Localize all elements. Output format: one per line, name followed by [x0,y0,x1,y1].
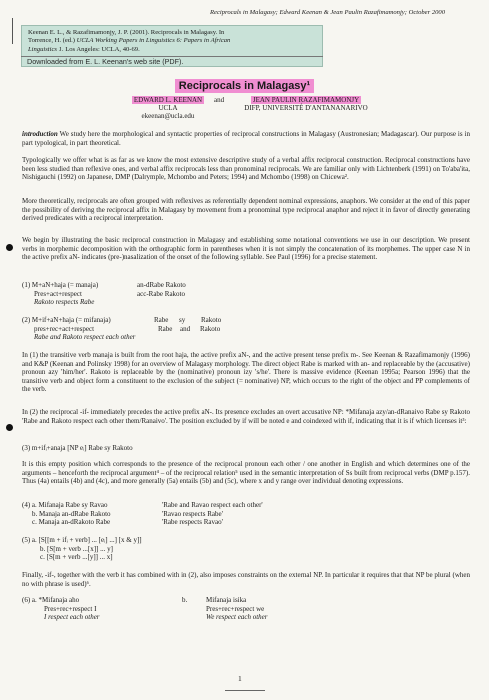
citation-line-3: Linguistics 1. Los Angeles: UCLA, 40-69. [28,45,140,53]
paragraph-empty-position: It is this empty position which corresponds to the presence of the reciprocal pronoun each other / one another in English and which determines one of the arguments – henceforth the reciprocal argument⁴ – of the reciprocal relation⁵ used in the semantic interpretation of Ss built from reciprocal verbs (DMP p.157). Thus (4a) entails (4b) and (4c), and more generally (5a) entails (5b) and (5c), where x and y range over individual denoting expressions. [22,460,470,486]
paragraph-transitive: In (1) the transitive verb manaja is built from the root haja, the active prefix aN-, and the active present tense prefix m-. See Keenan & Razafimamonjy (1996) and K&P (Keenan and Polinsky 1998) for an overview of Malagasy morphology. The direct object Rabe is marked with an- and replaceable by the (accusative) pronoun azy 'him/her'. Rakoto is replaceable by the (nominative) pronoun izy 's/he'. There is massive evidence (Keenan 1995a; Pearson 1996) that the transitive verb and object form a constituent to the exclusion of the subject (= nominative) NP, which occurs to the right of the object and PP complements of the verb. [22,351,470,394]
footer-rule [225,690,265,691]
author-right-name: JEAN PAULIN RAZAFIMAMONJY [252,96,360,104]
author-left-name: EDWARD L. KEENAN [133,96,203,104]
author-and: and [214,96,225,104]
author-left-email: ekeenan@ucla.edu [141,112,195,120]
margin-mark [12,18,13,44]
example-2: (2) M+if+aN+haja (= mifanaja) Rabe sy Rakoto pres+rec+act+respect Rabe and Rakoto Rabe and Rakoto respect each other [22,316,222,342]
citation-line-2: Torrence, H. (ed.) UCLA Working Papers in Linguistics 6: Papers in African [28,37,231,45]
margin-bullet [6,244,13,251]
example-6: (6) a. *Mifanaja aho b. Mifanaja isika Pres+rec+respect I Pres+rec+respect we I respect each other We respect each other [22,596,268,622]
paragraph-external-np: Finally, -if-, together with the verb it has combined with in (2), also imposes constraints on the external NP. In particular it requires that that NP be plural (when no with phrase is used)⁶. [22,571,470,588]
example-1: (1) M+aN+haja (= manaja) an-dRabe Rakoto Pres+act+respect acc-Rabe Rakoto Rakoto respects Rabe [22,281,186,307]
citation-line-1: Keenan E. L., & Razafimamonjy, J. P. (2001). Reciprocals in Malagasy. In [28,29,225,36]
paragraph-typology: Typologically we offer what is as far as we know the most extensive descriptive study of a verbal affix reciprocal construction. Reciprocal constructions have been less studied than reflexive ones, and verbal affix reciprocals less than pronominal reciprocals. We are familiar only with Lichtenberk (1991) on To'aba'ita, Nishigauchi (1992) on Japanese, DMP (Dalrymple, Mchombo and Peters; 1994) and Mchombo (1998) on Chicewa². [22,156,470,182]
margin-bullet [6,424,13,431]
author-right-affiliation: DIFP, UNIVERSITÉ D'ANTANANARIVO [244,104,368,112]
author-right [236,96,376,112]
paper-title: Reciprocals in Malagasy¹ [175,79,314,93]
author-left-affiliation: UCLA [158,104,178,112]
paragraph-conventions: We begin by illustrating the basic reciprocal construction in Malagasy and establishing some notational conventions we use in our description. We present verbs in morphemic decomposition with the orthographic form in parentheses when it is not simply the concatenation of its morphemes. The upper case N in the active prefix aN- indicates (pre-)nasalization of the onset of the following syllable. See Paul (1996) for a precise statement. [22,236,470,262]
example-3: (3) m+ifᵢ+anaja [NP eᵢ] Rabe sy Rakoto [22,444,133,452]
paragraph-intro: introduction We study here the morphological and syntactic properties of reciprocal constructions in Malagasy (Austronesian; Madagascar). Our purpose is in part typological, in part theoretical. [22,130,470,147]
paragraph-theory: More theoretically, reciprocals are often grouped with reflexives as referentially dependent nominal expressions, anaphors. We consider at the end of this paper the possibility of deriving the reciprocal affix in Malagasy by movement from a pronominal type reciprocal anaphor and reject it in favor of directly generating derived predicates with a reciprocal interpretation. [22,197,470,223]
page-number: 1 [238,674,242,683]
example-5: (5) a. [S[[m + ifᵢ + verb] ... [eᵢ] ...] [x & y]] b. [S[m + verb ...[x]] ... y] c. [S[m + verb ...[y]] ... x] [22,536,142,562]
title-block [0,76,489,94]
download-note: Downloaded from E. L. Keenan's web site (PDF). [21,56,323,66]
author-left [128,96,208,120]
example-4: (4) a. Mifanaja Rabe sy Ravao 'Rabe and Ravao respect each other' b. Manaja an-dRabe Rakoto 'Ravao respects Rabe' c. Manaja an-dRakoto Rabe 'Rabe respects Ravao' [22,501,263,527]
running-head: Reciprocals in Malagasy; Edward Keenan & Jean Paulin Razafimamonjy; October 2000 [210,9,446,16]
paragraph-reciprocal-affix: In (2) the reciprocal -if- immediately precedes the active prefix aN-. Its presence excludes an overt accusative NP: *Mifanaja azy/an-dRanaivo Rabe sy Rakoto 'Rabe and Rakoto respect each other them/Ranaivo'. The position excluded by if will be noted e and coindexed with if, indicating that it is if which licenses it³: [22,408,470,425]
